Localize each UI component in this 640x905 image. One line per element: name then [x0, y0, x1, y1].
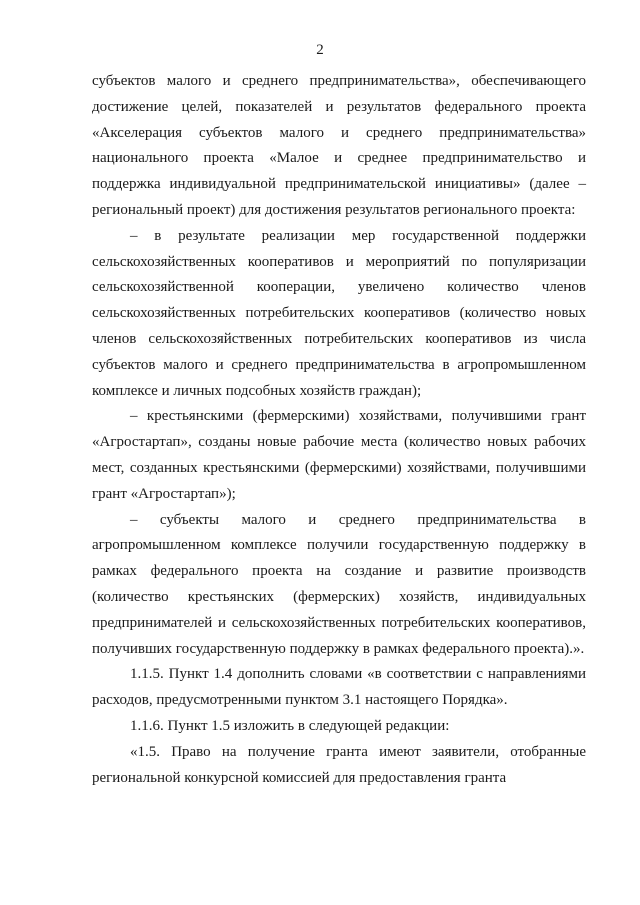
paragraph-item-1-1-5: 1.1.5. Пункт 1.4 дополнить словами «в соответствии с направлениями расходов, предусмотренными пунктом 3.1 настоящего Порядка».	[92, 666, 586, 709]
paragraph-item-1-1-6: 1.1.6. Пункт 1.5 изложить в следующей редакции:	[130, 717, 450, 734]
document-body	[92, 69, 586, 791]
page-number: 2	[316, 42, 324, 58]
paragraph-item-1-5: «1.5. Право на получение гранта имеют заявители, отобранные региональной конкурсной комиссией для предоставления гранта	[92, 743, 586, 786]
paragraph-continuation: субъектов малого и среднего предпринимательства», обеспечивающего достижение целей, показателей и результатов федерального проекта «Акселерация субъектов малого и среднего предпринимательства» национального проекта «Малое и среднее предпринимательство и поддержка индивидуальной предпринимательской инициативы» (далее – региональный проект) для достижения результатов регионального проекта:	[92, 73, 586, 218]
paragraph-bullet-sme-support: – субъекты малого и среднего предпринимательства в агропромышленном комплексе получили государственную поддержку в рамках федерального проекта на создание и развитие производств (количество крестьянских (фермерских) хозяйств, индивидуальных предпринимателей и сельскохозяйственных потребительских кооперативов, получивших государственную поддержку в рамках федерального проекта).».	[92, 511, 586, 657]
paragraph-bullet-cooperatives: – в результате реализации мер государственной поддержки сельскохозяйственных кооперативов и мероприятий по популяризации сельскохозяйственной кооперации, увеличено количество членов сельскохозяйственных потребительских кооперативов (количество новых членов сельскохозяйственных потребительских кооперативов из числа субъектов малого и среднего предпринимательства в агропромышленном комплексе и личных подсобных хозяйств граждан);	[92, 227, 586, 399]
paragraph-bullet-agrostartup: – крестьянскими (фермерскими) хозяйствами, получившими грант «Агростартап», созданы новые рабочие места (количество новых рабочих мест, созданных крестьянскими (фермерскими) хозяйствами, получившими грант «Агростартап»);	[92, 408, 586, 502]
